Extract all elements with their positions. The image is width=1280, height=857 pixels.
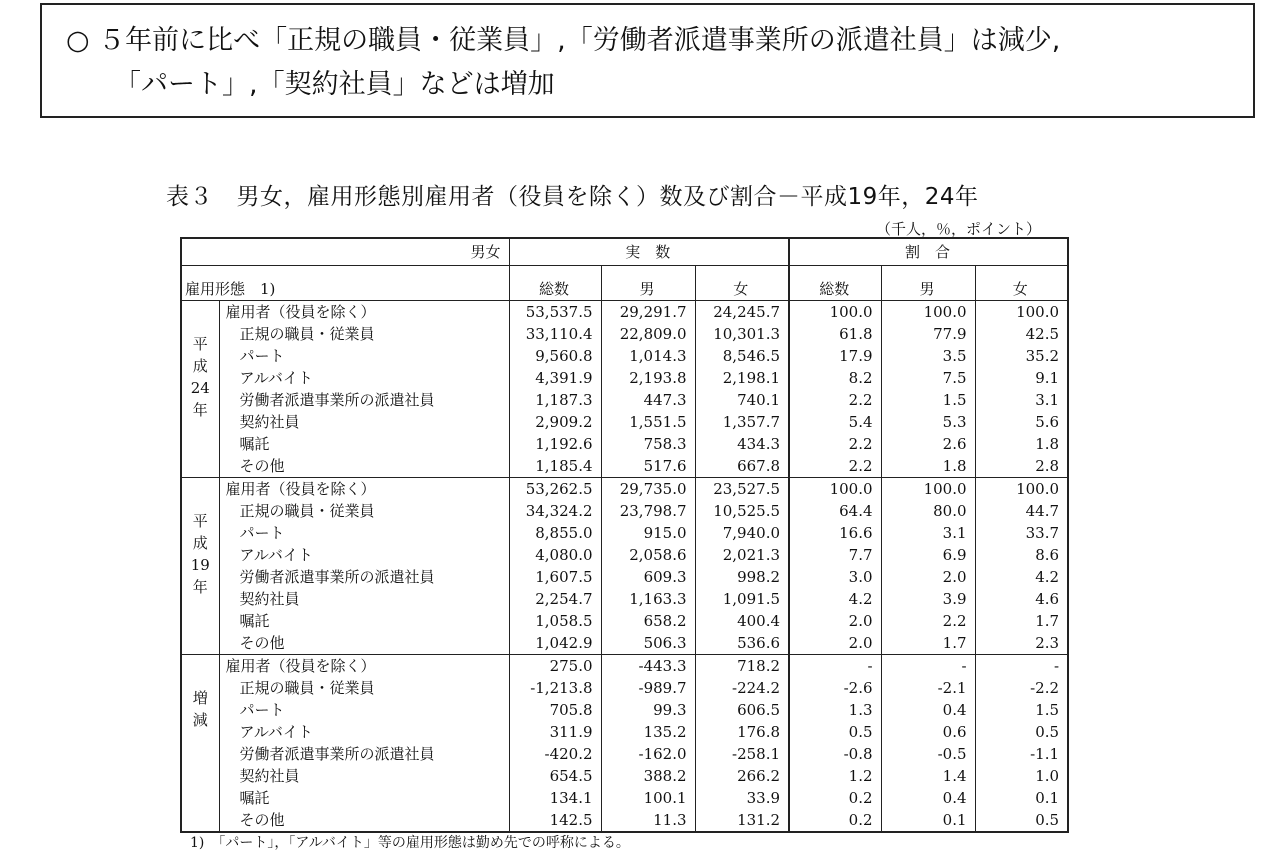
table-cell: 7.5: [881, 367, 975, 389]
table-cell: 2.2: [789, 389, 881, 411]
row-label: 正規の職員・従業員: [239, 502, 375, 520]
row-label: 嘱託: [239, 612, 270, 630]
table-cell: -443.3: [601, 655, 695, 678]
table-cell: 2,198.1: [695, 367, 789, 389]
subheader-male-count: 男: [601, 266, 695, 301]
table-cell: 134.1: [509, 787, 601, 809]
table-row: [181, 632, 1068, 655]
table-row: [181, 345, 1068, 367]
table-cell: 9.1: [975, 367, 1068, 389]
row-label: その他: [239, 811, 285, 829]
table-cell: 1.5: [975, 699, 1068, 721]
table-cell: 667.8: [695, 455, 789, 478]
table-cell: 33.9: [695, 787, 789, 809]
table-row: [181, 677, 1068, 699]
subheader-female-ratio: 女: [975, 266, 1068, 301]
table-row: [181, 809, 1068, 832]
table-cell: 1,091.5: [695, 588, 789, 610]
table-cell: 1,185.4: [509, 455, 601, 478]
table-cell: 1,551.5: [601, 411, 695, 433]
table-cell: 8,855.0: [509, 522, 601, 544]
group-label-char: 増: [192, 689, 208, 707]
table-cell: 17.9: [789, 345, 881, 367]
table-cell: 3.1: [975, 389, 1068, 411]
table-row: [181, 566, 1068, 588]
headline-line-2: 「パート」,「契約社員」などは増加: [114, 69, 555, 100]
table-cell: 4.2: [789, 588, 881, 610]
table-cell: 4,391.9: [509, 367, 601, 389]
table-cell: 388.2: [601, 765, 695, 787]
table-cell: 311.9: [509, 721, 601, 743]
group-label-char: 成: [192, 357, 208, 375]
table-cell: -2.1: [881, 677, 975, 699]
row-label: 正規の職員・従業員: [239, 325, 375, 343]
row-label: 正規の職員・従業員: [239, 679, 375, 697]
row-label: 労働者派遣事業所の派遣社員: [239, 568, 435, 586]
table-cell: 1,163.3: [601, 588, 695, 610]
table-cell: 1.3: [789, 699, 881, 721]
table-cell: 8.6: [975, 544, 1068, 566]
table-cell: 3.1: [881, 522, 975, 544]
table-cell: 2,254.7: [509, 588, 601, 610]
table-cell: 1,058.5: [509, 610, 601, 632]
table-cell: 0.4: [881, 787, 975, 809]
table-cell: 1,042.9: [509, 632, 601, 655]
table-cell: -1,213.8: [509, 677, 601, 699]
table-title: 表３ 男女，雇用形態別雇用者（役員を除く）数及び割合－平成19年，24年: [166, 184, 979, 210]
table-cell: -1.1: [975, 743, 1068, 765]
table-cell: 5.4: [789, 411, 881, 433]
row-label: アルバイト: [239, 546, 313, 564]
table-row: [181, 411, 1068, 433]
table-cell: 2.2: [789, 455, 881, 478]
table-row: [181, 610, 1068, 632]
table-cell: 44.7: [975, 500, 1068, 522]
table-cell: 42.5: [975, 323, 1068, 345]
table-cell: 135.2: [601, 721, 695, 743]
table-cell: 5.6: [975, 411, 1068, 433]
headline-box: [40, 3, 1255, 118]
table-cell: 0.5: [975, 721, 1068, 743]
table-cell: 24,245.7: [695, 301, 789, 324]
table-cell: 1.5: [881, 389, 975, 411]
table-row: [181, 743, 1068, 765]
footnote: 1) 「パート」，「アルバイト」等の雇用形態は勤め先での呼称による。: [190, 835, 630, 851]
table-cell: 100.0: [975, 478, 1068, 501]
table-cell: 5.3: [881, 411, 975, 433]
table-cell: 29,291.7: [601, 301, 695, 324]
group-label-char: 平: [192, 512, 208, 530]
table-cell: 998.2: [695, 566, 789, 588]
group-label-char: 平: [192, 335, 208, 353]
table-cell: 718.2: [695, 655, 789, 678]
table-cell: 61.8: [789, 323, 881, 345]
table-cell: 705.8: [509, 699, 601, 721]
table-cell: 100.0: [789, 301, 881, 324]
table-cell: 22,809.0: [601, 323, 695, 345]
table-row: [181, 478, 1068, 501]
table-cell: 0.2: [789, 787, 881, 809]
table-cell: -: [881, 655, 975, 678]
row-label: パート: [239, 347, 285, 365]
table-cell: 0.2: [789, 809, 881, 832]
group-header-counts: 実 数: [509, 238, 789, 266]
group-label-char: 年: [192, 578, 208, 596]
table-cell: 2.6: [881, 433, 975, 455]
table-cell: 275.0: [509, 655, 601, 678]
table-cell: 1,357.7: [695, 411, 789, 433]
row-label: 労働者派遣事業所の派遣社員: [239, 391, 435, 409]
table-cell: -162.0: [601, 743, 695, 765]
table-cell: 1.2: [789, 765, 881, 787]
table-cell: 53,262.5: [509, 478, 601, 501]
table-cell: 2.0: [881, 566, 975, 588]
table-row: [181, 787, 1068, 809]
table-row: [181, 301, 1068, 324]
table-cell: 100.0: [789, 478, 881, 501]
row-label: 雇用者（役員を除く）: [219, 478, 509, 501]
table-cell: 758.3: [601, 433, 695, 455]
table-row: [181, 544, 1068, 566]
table-cell: 4.6: [975, 588, 1068, 610]
table-row: [181, 655, 1068, 678]
group-label-char: 年: [192, 401, 208, 419]
row-label: パート: [239, 524, 285, 542]
table-cell: 1.7: [881, 632, 975, 655]
table-cell: 7,940.0: [695, 522, 789, 544]
table-cell: 100.1: [601, 787, 695, 809]
row-label: アルバイト: [239, 723, 313, 741]
subheader-female-count: 女: [695, 266, 789, 301]
table-cell: 131.2: [695, 809, 789, 832]
group-header-ratios: 割 合: [789, 238, 1068, 266]
subheader-male-ratio: 男: [881, 266, 975, 301]
table-cell: 0.1: [881, 809, 975, 832]
headline-line-1: ○ ５年前に比べ「正規の職員・従業員」,「労働者派遣事業所の派遣社員」は減少,: [66, 25, 1061, 56]
corner-top-label: 男女: [181, 238, 509, 266]
table-row: [181, 522, 1068, 544]
group-label: [181, 478, 219, 655]
table-cell: 3.0: [789, 566, 881, 588]
table-cell: 609.3: [601, 566, 695, 588]
table-cell: 740.1: [695, 389, 789, 411]
table-cell: 29,735.0: [601, 478, 695, 501]
table-cell: -258.1: [695, 743, 789, 765]
subheader-total-count: 総数: [509, 266, 601, 301]
table-cell: 536.6: [695, 632, 789, 655]
unit-note: （千人，％，ポイント）: [876, 220, 1042, 238]
table-row: [181, 765, 1068, 787]
table-cell: 2.8: [975, 455, 1068, 478]
table-cell: 447.3: [601, 389, 695, 411]
table-cell: 8,546.5: [695, 345, 789, 367]
table-cell: -: [789, 655, 881, 678]
table-cell: 2,193.8: [601, 367, 695, 389]
table-cell: 2.0: [789, 632, 881, 655]
header-row-2: [181, 266, 1068, 301]
table-cell: -2.2: [975, 677, 1068, 699]
table-cell: 23,798.7: [601, 500, 695, 522]
row-label: パート: [239, 701, 285, 719]
table-row: [181, 721, 1068, 743]
row-label: その他: [239, 634, 285, 652]
table-cell: -420.2: [509, 743, 601, 765]
group-label-char: 19: [190, 556, 210, 574]
group-label-char: 24: [190, 379, 210, 397]
row-label: アルバイト: [239, 369, 313, 387]
group-label-char: 成: [192, 534, 208, 552]
table-cell: 2.2: [789, 433, 881, 455]
row-label: その他: [239, 457, 285, 475]
table-cell: 2.3: [975, 632, 1068, 655]
row-label: 雇用者（役員を除く）: [219, 655, 509, 678]
table-cell: 80.0: [881, 500, 975, 522]
table-cell: 266.2: [695, 765, 789, 787]
table-cell: 1.0: [975, 765, 1068, 787]
table-cell: 176.8: [695, 721, 789, 743]
table-cell: 1.7: [975, 610, 1068, 632]
table-cell: 517.6: [601, 455, 695, 478]
table-cell: 64.4: [789, 500, 881, 522]
table-cell: 434.3: [695, 433, 789, 455]
group-label: [181, 655, 219, 833]
table-cell: 606.5: [695, 699, 789, 721]
table-cell: 4,080.0: [509, 544, 601, 566]
table-cell: 2,021.3: [695, 544, 789, 566]
table-cell: 915.0: [601, 522, 695, 544]
table-row: [181, 455, 1068, 478]
table-cell: 8.2: [789, 367, 881, 389]
table-cell: 0.4: [881, 699, 975, 721]
row-label: 雇用者（役員を除く）: [225, 303, 376, 321]
table-cell: 9,560.8: [509, 345, 601, 367]
row-label: 契約社員: [239, 767, 300, 785]
table-cell: 33,110.4: [509, 323, 601, 345]
table-cell: 4.2: [975, 566, 1068, 588]
table-cell: 0.5: [789, 721, 881, 743]
header-row-1: [181, 238, 1068, 266]
table-cell: 654.5: [509, 765, 601, 787]
group-label-char: 減: [192, 711, 208, 729]
table-cell: 3.5: [881, 345, 975, 367]
table-cell: -0.5: [881, 743, 975, 765]
table-cell: -: [975, 655, 1068, 678]
table-cell: 10,525.5: [695, 500, 789, 522]
employment-table: [180, 237, 1069, 833]
table-cell: 142.5: [509, 809, 601, 832]
group-label: [181, 301, 219, 478]
row-label: 嘱託: [239, 435, 270, 453]
table-cell: -0.8: [789, 743, 881, 765]
table-cell: 99.3: [601, 699, 695, 721]
row-label: 契約社員: [239, 590, 300, 608]
table-cell: 2.0: [789, 610, 881, 632]
table-cell: 658.2: [601, 610, 695, 632]
row-label: 嘱託: [239, 789, 270, 807]
table-cell: 6.9: [881, 544, 975, 566]
table-cell: 11.3: [601, 809, 695, 832]
table-cell: 1.8: [881, 455, 975, 478]
table-cell: 2.2: [881, 610, 975, 632]
table-row: [181, 588, 1068, 610]
table-cell: 33.7: [975, 522, 1068, 544]
table-row: [181, 367, 1068, 389]
table-cell: 77.9: [881, 323, 975, 345]
table-row: [181, 323, 1068, 345]
table-cell: 3.9: [881, 588, 975, 610]
table-cell: 2,909.2: [509, 411, 601, 433]
table-cell: 16.6: [789, 522, 881, 544]
table-cell: 1,014.3: [601, 345, 695, 367]
table-cell: 0.1: [975, 787, 1068, 809]
table-row: [181, 433, 1068, 455]
corner-bottom-label: 雇用形態 1): [181, 266, 509, 301]
table-cell: 400.4: [695, 610, 789, 632]
table-cell: 34,324.2: [509, 500, 601, 522]
table-cell: 35.2: [975, 345, 1068, 367]
table-cell: 0.5: [975, 809, 1068, 832]
table-cell: 1,192.6: [509, 433, 601, 455]
table-cell: -989.7: [601, 677, 695, 699]
row-label: 労働者派遣事業所の派遣社員: [239, 745, 435, 763]
table-row: [181, 500, 1068, 522]
table-cell: 506.3: [601, 632, 695, 655]
table-cell: 53,537.5: [509, 301, 601, 324]
table-cell: 100.0: [975, 301, 1068, 324]
table-cell: 10,301.3: [695, 323, 789, 345]
subheader-total-ratio: 総数: [789, 266, 881, 301]
table-row: [181, 699, 1068, 721]
table-cell: 1,607.5: [509, 566, 601, 588]
table-cell: -224.2: [695, 677, 789, 699]
table-cell: 2,058.6: [601, 544, 695, 566]
row-label: 契約社員: [239, 413, 300, 431]
table-cell: 23,527.5: [695, 478, 789, 501]
table-cell: 1.4: [881, 765, 975, 787]
table-cell: 7.7: [789, 544, 881, 566]
table-cell: 0.6: [881, 721, 975, 743]
table-cell: 1,187.3: [509, 389, 601, 411]
table-cell: 100.0: [881, 478, 975, 501]
table-row: [181, 389, 1068, 411]
table-cell: 1.8: [975, 433, 1068, 455]
table-cell: 100.0: [881, 301, 975, 324]
table-cell: -2.6: [789, 677, 881, 699]
